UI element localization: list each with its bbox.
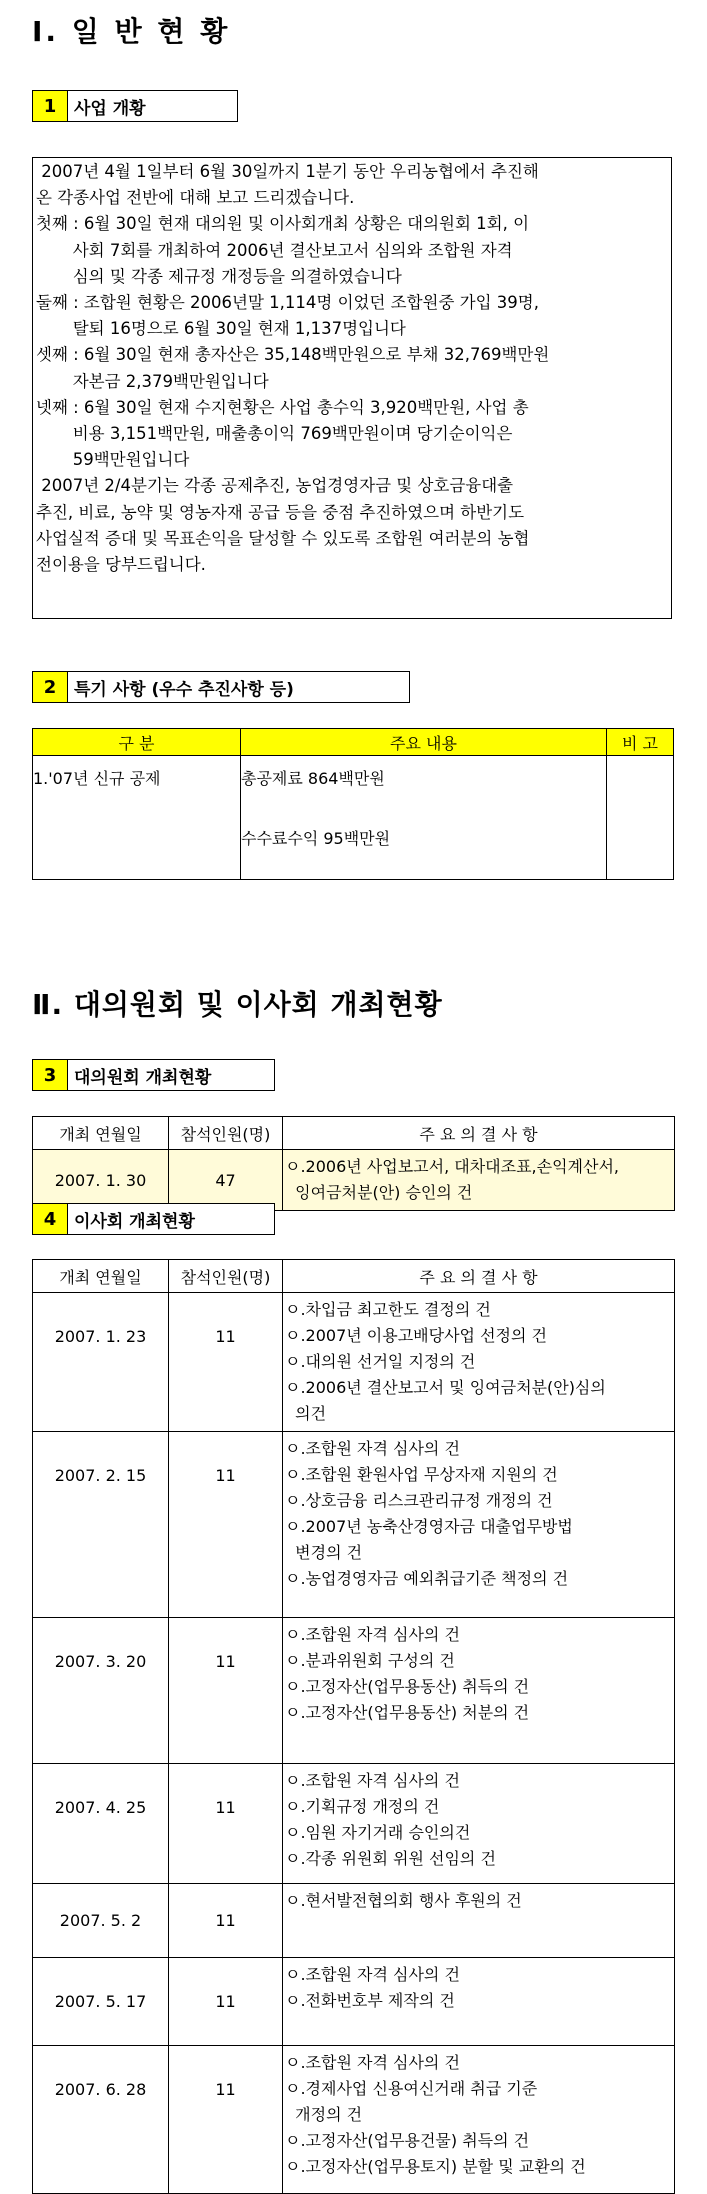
resolution-item: ㅇ.경제사업 신용여신거래 취급 기준 — [285, 2079, 538, 2098]
header-date: 개최 연월일 — [33, 1260, 169, 1293]
resolution-list — [283, 1764, 675, 1884]
header-resolutions: 주 요 의 결 사 항 — [283, 1260, 675, 1293]
header-attendees: 참석인원(명) — [169, 1117, 283, 1150]
resolution-item: 잉여금처분(안) 승인의 건 — [285, 1183, 473, 1202]
resolution-item: ㅇ.차입금 최고한도 결정의 건 — [285, 1300, 491, 1319]
resolution-item: ㅇ.전화번호부 제작의 건 — [285, 1991, 455, 2010]
special-category-cell: 1.'07년 신규 공제 — [33, 756, 241, 880]
resolution-item: ㅇ.조합원 자격 심사의 건 — [285, 1965, 460, 1984]
section-4-label — [32, 1203, 275, 1235]
table-row — [33, 1150, 675, 1211]
overview-line: 비용 3,151백만원, 매출총이익 769백만원이며 당기순이익은 — [36, 424, 513, 443]
resolution-item: 개정의 건 — [285, 2105, 363, 2124]
special-items-table — [32, 728, 674, 880]
overview-line: 온 각종사업 전반에 대해 보고 드리겠습니다. — [36, 188, 355, 208]
section-number: 3 — [33, 1060, 68, 1090]
resolution-item: ㅇ.2007년 농축산경영자금 대출업무방법 — [285, 1517, 573, 1536]
board-table — [32, 1259, 675, 2194]
section-number: 2 — [33, 672, 68, 702]
resolution-item: ㅇ.임원 자기거래 승인의건 — [285, 1823, 471, 1842]
table-row — [33, 1764, 675, 1884]
section-title: 대의원회 개최현황 — [74, 1067, 212, 1088]
section-number: 4 — [33, 1204, 68, 1234]
meeting-date: 2007. 5. 17 — [33, 1958, 169, 2046]
section-1-label — [32, 90, 238, 122]
header-date: 개최 연월일 — [33, 1117, 169, 1150]
resolution-item: ㅇ.2006년 결산보고서 및 잉여금처분(안)심의 — [285, 1378, 606, 1397]
meeting-date: 2007. 5. 2 — [33, 1884, 169, 1958]
table-row — [33, 1618, 675, 1764]
resolution-item: ㅇ.고정자산(업무용토지) 분할 및 교환의 건 — [285, 2157, 586, 2176]
section-title: 이사회 개최현황 — [74, 1211, 195, 1232]
resolution-list — [283, 1432, 675, 1618]
overview-line: 사회 7회를 개최하여 2006년 결산보고서 심의와 조합원 자격 — [36, 240, 513, 260]
table-row — [33, 1958, 675, 2046]
resolution-item: ㅇ.고정자산(업무용동산) 취득의 건 — [285, 1677, 530, 1696]
delegates-table — [32, 1116, 675, 1211]
header-attendees: 참석인원(명) — [169, 1260, 283, 1293]
overview-line: 둘째 : 조합원 현황은 2006년말 1,114명 이었던 조합원중 가입 39명, — [36, 293, 539, 312]
overview-line: 넷째 : 6월 30일 현재 수지현황은 사업 총수익 3,920백만원, 사업 총 — [36, 397, 529, 417]
meeting-date: 2007. 1. 30 — [33, 1150, 169, 1211]
meeting-date: 2007. 1. 23 — [33, 1293, 169, 1432]
overview-line: 셋째 : 6월 30일 현재 총자산은 35,148백만원으로 부채 32,769백만원 — [36, 345, 550, 365]
attendee-count: 11 — [169, 2046, 283, 2194]
header-content: 주요 내용 — [241, 729, 607, 756]
resolution-item: ㅇ.분과위원회 구성의 건 — [285, 1651, 455, 1670]
resolution-list — [283, 1958, 675, 2046]
overview-line: 탈퇴 16명으로 6월 30일 현재 1,137명입니다 — [36, 319, 406, 339]
header-note: 비 고 — [607, 729, 674, 756]
resolution-list — [283, 1618, 675, 1764]
resolution-item: ㅇ.조합원 자격 심사의 건 — [285, 1439, 460, 1458]
meeting-date: 2007. 6. 28 — [33, 2046, 169, 2194]
resolution-item: ㅇ.상호금융 리스크관리규정 개정의 건 — [285, 1491, 553, 1510]
overview-line: 2007년 2/4분기는 각종 공제추진, 농업경영자금 및 상호금융대출 — [36, 476, 514, 496]
overview-line: 추진, 비료, 농약 및 영농자재 공급 등을 중점 추진하였으며 하반기도 — [36, 502, 525, 522]
section-title: 사업 개황 — [74, 98, 146, 119]
resolution-list — [283, 1293, 675, 1432]
overview-line: 59백만원입니다 — [36, 450, 190, 470]
content-line-premium: 총공제료 864백만원 — [241, 769, 385, 788]
resolution-item: ㅇ.조합원 환원사업 무상자재 지원의 건 — [285, 1465, 558, 1484]
overview-line: 사업실적 증대 및 목표손익을 달성할 수 있도록 조합원 여러분의 농협 — [36, 528, 530, 548]
resolution-list — [283, 1884, 675, 1958]
meeting-date: 2007. 4. 25 — [33, 1764, 169, 1884]
resolution-item: ㅇ.각종 위원회 위원 선임의 건 — [285, 1849, 496, 1868]
special-note-cell — [607, 756, 674, 880]
resolution-item: ㅇ.농업경영자금 예외취급기준 책정의 건 — [285, 1569, 569, 1588]
section-3-label — [32, 1059, 275, 1091]
special-content-cell — [241, 756, 607, 880]
table-row — [33, 2046, 675, 2194]
meeting-date: 2007. 2. 15 — [33, 1432, 169, 1618]
table-row — [33, 1884, 675, 1958]
heading-meetings: Ⅱ. 대의원회 및 이사회 개최현황 — [32, 988, 443, 1021]
content-line-commission: 수수료수익 95백만원 — [241, 829, 391, 848]
overview-line: 첫째 : 6월 30일 현재 대의원 및 이사회개최 상황은 대의원회 1회, 이 — [36, 214, 530, 234]
resolution-item: ㅇ.2006년 사업보고서, 대차대조표,손익계산서, — [285, 1157, 619, 1176]
attendee-count: 11 — [169, 1618, 283, 1764]
attendee-count: 11 — [169, 1432, 283, 1618]
overview-line: 전이용을 당부드립니다. — [36, 555, 206, 574]
resolution-list — [283, 2046, 675, 2194]
resolution-item: ㅇ.조합원 자격 심사의 건 — [285, 1625, 460, 1644]
section-number: 1 — [33, 91, 68, 121]
attendee-count: 11 — [169, 1958, 283, 2046]
resolution-item: ㅇ.고정자산(업무용건물) 취득의 건 — [285, 2131, 530, 2150]
header-category: 구 분 — [33, 729, 241, 756]
resolution-list — [283, 1150, 675, 1211]
resolution-item: ㅇ.대의원 선거일 지정의 건 — [285, 1352, 476, 1371]
resolution-item: ㅇ.현서발전협의회 행사 후원의 건 — [285, 1891, 522, 1910]
overview-line: 자본금 2,379백만원입니다 — [36, 371, 269, 391]
header-resolutions: 주 요 의 결 사 항 — [283, 1117, 675, 1150]
meeting-date: 2007. 3. 20 — [33, 1618, 169, 1764]
resolution-item: 의건 — [285, 1404, 327, 1423]
resolution-item: ㅇ.고정자산(업무용동산) 처분의 건 — [285, 1703, 530, 1722]
table-row — [33, 1293, 675, 1432]
resolution-item: ㅇ.조합원 자격 심사의 건 — [285, 2053, 460, 2072]
attendee-count: 11 — [169, 1293, 283, 1432]
attendee-count: 47 — [169, 1150, 283, 1211]
attendee-count: 11 — [169, 1884, 283, 1958]
resolution-item: 변경의 건 — [285, 1543, 363, 1562]
section-title: 특기 사항 (우수 추진사항 등) — [74, 679, 294, 700]
attendee-count: 11 — [169, 1764, 283, 1884]
resolution-item: ㅇ.2007년 이용고배당사업 선정의 건 — [285, 1326, 547, 1345]
overview-line: 심의 및 각종 제규정 개정등을 의결하였습니다 — [36, 266, 402, 286]
section-2-label — [32, 671, 410, 703]
overview-line: 2007년 4월 1일부터 6월 30일까지 1분기 동안 우리농협에서 추진해 — [36, 162, 539, 181]
heading-general-status: Ⅰ. 일 반 현 황 — [32, 15, 231, 48]
table-row — [33, 1432, 675, 1618]
resolution-item: ㅇ.조합원 자격 심사의 건 — [285, 1771, 460, 1790]
resolution-item: ㅇ.기획규정 개정의 건 — [285, 1797, 440, 1816]
